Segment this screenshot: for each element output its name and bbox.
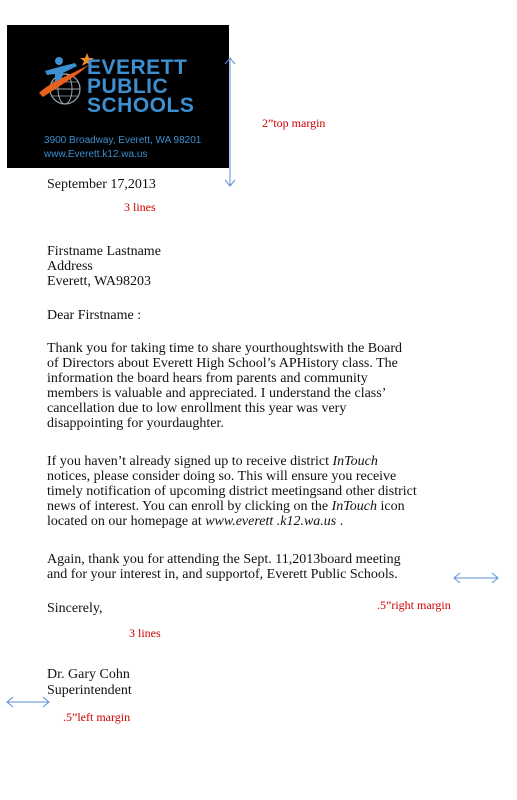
paragraph-line: members is valuable and appreciated. I understand the class’ — [47, 386, 387, 401]
intouch-italic: InTouch — [331, 499, 378, 514]
paragraph-line — [47, 454, 457, 469]
paragraph-text: icon — [377, 499, 405, 514]
right-margin-arrow-icon — [452, 572, 500, 584]
letterhead-logo-block — [7, 25, 229, 168]
body-paragraph-2 — [47, 454, 457, 529]
logo-word-public: PUBLIC — [87, 75, 169, 98]
paragraph-line: cancellation due to low enrollment this year was very — [47, 401, 347, 416]
paragraph-line — [47, 499, 457, 514]
paragraph-text: If you haven’t already signed up to receive district — [47, 454, 333, 469]
paragraph-line: timely notification of upcoming district meetingsand other district — [47, 484, 417, 499]
paragraph-text: news of interest. You can enroll by clicking on the — [47, 499, 332, 514]
signer-name: Dr. Gary Cohn — [47, 667, 130, 682]
recipient-address: Address — [47, 259, 93, 274]
paragraph-line: of Directors about Everett High School’s APHistory class. The — [47, 356, 398, 371]
left-margin-note: .5”left margin — [63, 710, 131, 724]
three-lines-note-bottom: 3 lines — [129, 626, 161, 640]
paragraph-line — [47, 514, 457, 529]
letterhead-address: 3900 Broadway, Everett, WA 98201 — [44, 135, 202, 146]
three-lines-note-top: 3 lines — [124, 200, 156, 214]
logo-word-schools: SCHOOLS — [87, 94, 195, 117]
paragraph-text: . — [336, 514, 344, 529]
recipient-city: Everett, WA98203 — [47, 274, 151, 289]
salutation: Dear Firstname : — [47, 308, 142, 323]
right-margin-note: .5”right margin — [377, 598, 451, 612]
logo-wordmark — [87, 58, 194, 115]
closing: Sincerely, — [47, 601, 103, 616]
paragraph-line: and for your interest in, and supportof, Everett Public Schools. — [47, 567, 398, 582]
paragraph-line: disappointing for yourdaughter. — [47, 416, 224, 431]
left-margin-arrow-icon — [5, 696, 51, 708]
body-paragraph-1 — [47, 341, 457, 431]
intouch-italic: InTouch — [332, 454, 378, 469]
letter-date: September 17,2013 — [47, 177, 156, 192]
top-margin-arrow-icon — [223, 56, 237, 188]
logo-word-everett: EVERETT — [87, 56, 188, 79]
top-margin-note: 2”top margin — [262, 116, 326, 130]
signer-title: Superintendent — [47, 683, 132, 698]
paragraph-line: Again, thank you for attending the Sept. 11,2013board meeting — [47, 552, 401, 567]
homepage-link-text: www.everett .k12.wa.us — [205, 514, 337, 529]
body-paragraph-3 — [47, 552, 457, 582]
paragraph-line: information the board hears from parents and community — [47, 371, 368, 386]
recipient-name: Firstname Lastname — [47, 244, 161, 259]
paragraph-line: notices, please consider doing so. This will ensure you receive — [47, 469, 397, 484]
paragraph-line: Thank you for taking time to share yourthoughtswith the Board — [47, 341, 402, 356]
paragraph-text: located on our homepage at — [47, 514, 206, 529]
letterhead-website: www.Everett.k12.wa.us — [44, 149, 148, 160]
